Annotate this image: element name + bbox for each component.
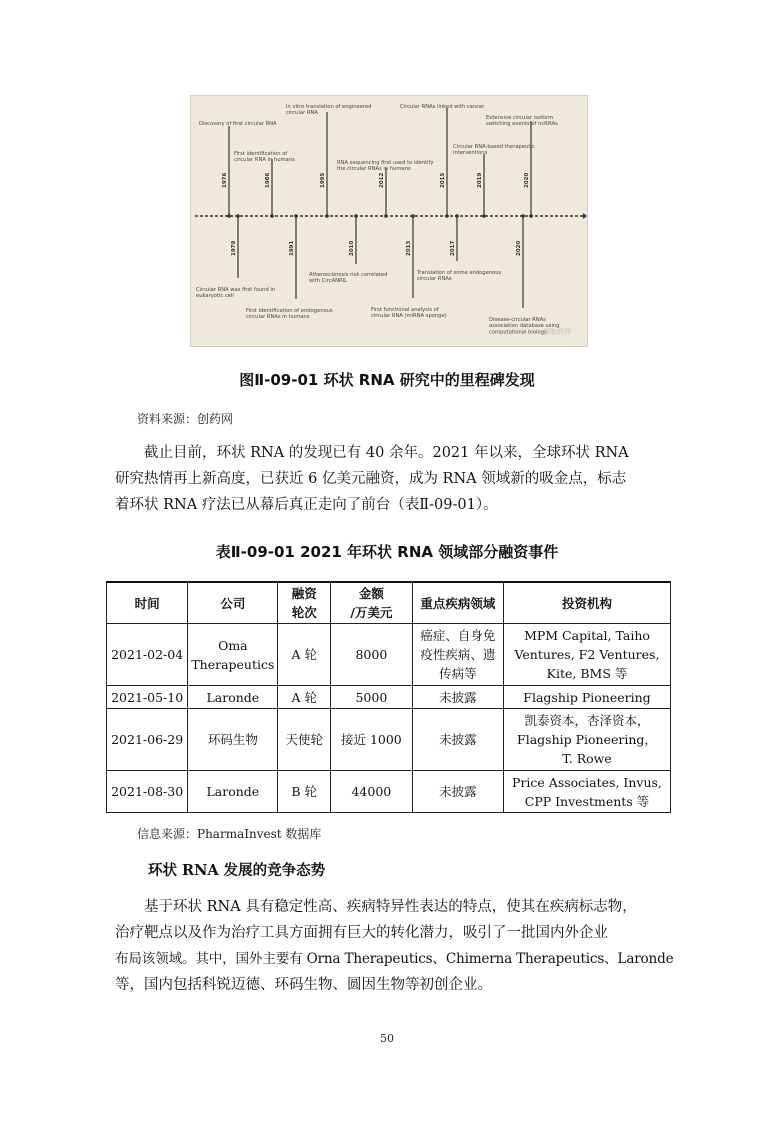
milestone-dot — [294, 214, 298, 218]
milestone-label: Circular RNA-based therapeutic interventions — [453, 144, 535, 157]
milestone-label: Discovery of first circular RNA — [199, 121, 277, 127]
milestone-dot — [529, 214, 533, 218]
milestone-label: First identification of circular RNA in humans — [234, 151, 295, 164]
paragraph-competition — [115, 894, 674, 998]
paragraph-line: 基于环状 RNA 具有稳定性高、疾病特异性表达的特点，使其在疾病标志物， — [144, 899, 637, 915]
milestone-label: In vitro translation of engineered circular RNA — [286, 104, 372, 117]
cell-disease: 未披露 — [412, 709, 503, 771]
milestone-year: 1986 — [265, 172, 271, 188]
paragraph-intro — [115, 440, 667, 518]
milestone-label: Disease-circular RNAs association database using computational biology — [489, 317, 560, 336]
header-investors: 投资机构 — [503, 582, 670, 624]
table-caption: 表Ⅱ-09-01 2021 年环状 RNA 领域部分融资事件 — [215, 543, 559, 561]
milestone-dot — [521, 214, 525, 218]
milestone-dot — [384, 214, 388, 218]
milestone-year: 2010 — [349, 240, 355, 256]
milestone-year: 1976 — [222, 172, 228, 188]
cell-investors: 凯泰资本，杏泽资本， Flagship Pioneering， T. Rowe — [503, 709, 670, 771]
milestone-year: 2019 — [477, 172, 483, 188]
milestone-label: Circular RNA was first found in eukaryotic cell — [196, 287, 276, 300]
milestone-dot — [354, 214, 358, 218]
table-row — [107, 624, 671, 686]
cell-date: 2021-08-30 — [107, 771, 188, 813]
timeline-arrow — [583, 213, 587, 219]
milestone-year: 1979 — [231, 240, 237, 256]
paragraph-line: 截止目前，环状 RNA 的发现已有 40 余年。2021 年以来，全球环状 RNA — [144, 445, 629, 461]
header-company: 公司 — [188, 582, 278, 624]
milestone-dot — [236, 214, 240, 218]
milestone-year: 2015 — [440, 172, 446, 188]
milestone-label: Atherosclerosis risk correlated with CircANRIL — [309, 272, 388, 285]
paragraph-line: 布局该领域。其中，国外主要有 Orna Therapeutics、Chimerna Therapeutics、Laronde — [115, 951, 674, 967]
milestone-label: First identification of endogenous circular RNAs in humans — [246, 308, 333, 321]
milestone-year: 2020 — [516, 240, 522, 256]
header-round: 融资 轮次 — [278, 582, 331, 624]
cell-company: 环码生物 — [188, 709, 278, 771]
header-time: 时间 — [107, 582, 188, 624]
paragraph-line: 着环状 RNA 疗法已从幕后真正走向了前台（表Ⅱ-09-01）。 — [115, 497, 498, 513]
cell-disease: 未披露 — [412, 771, 503, 813]
cell-disease: 癌症、自身免 疫性疾病、遗 传病等 — [412, 624, 503, 686]
financing-table — [106, 581, 671, 813]
cell-company: Oma Therapeutics — [188, 624, 278, 686]
milestone-dot — [455, 214, 459, 218]
cell-date: 2021-06-29 — [107, 709, 188, 771]
header-disease-area: 重点疾病领域 — [412, 582, 503, 624]
milestone-dot — [482, 214, 486, 218]
cell-investors: Flagship Pioneering — [503, 686, 670, 709]
cell-amount: 8000 — [330, 624, 412, 686]
table-header-row — [107, 582, 671, 624]
cell-amount: 44000 — [330, 771, 412, 813]
cell-amount: 5000 — [330, 686, 412, 709]
milestone-dot — [445, 214, 449, 218]
section-heading: 环状 RNA 发展的竞争态势 — [148, 862, 326, 879]
cell-round: 天使轮 — [278, 709, 331, 771]
cell-amount: 接近 1000 — [330, 709, 412, 771]
cell-round: A 轮 — [278, 686, 331, 709]
paragraph-line: 研究热情再上新高度，已获近 6 亿美元融资，成为 RNA 领域新的吸金点，标志 — [115, 471, 627, 487]
milestone-label: First functional analysis of circular RNA (miRNA sponge) — [371, 307, 447, 320]
figure-watermark: 细胞药网 — [543, 328, 571, 336]
milestone-dot — [325, 214, 329, 218]
milestone-year: 2020 — [524, 172, 530, 188]
milestone-label: Circular RNAs linked with cancer — [400, 104, 485, 110]
milestone-label: Translation of some endogenous circular RNAs — [417, 270, 502, 283]
table-row — [107, 709, 671, 771]
cell-round: B 轮 — [278, 771, 331, 813]
milestone-year: 1995 — [320, 172, 326, 188]
milestone-dot — [227, 214, 231, 218]
table-row — [107, 771, 671, 813]
cell-round: A 轮 — [278, 624, 331, 686]
cell-investors: MPM Capital, Taiho Ventures, F2 Ventures, Kite, BMS 等 — [503, 624, 670, 686]
milestone-year: 2012 — [379, 172, 385, 188]
milestone-label: Extensive circular isoform switching events of ncRNAs — [486, 115, 558, 128]
timeline-svg — [191, 96, 587, 346]
table-row — [107, 686, 671, 709]
cell-date: 2021-02-04 — [107, 624, 188, 686]
figure-source: 资料来源：创药网 — [137, 412, 234, 426]
table-source: 信息来源：PharmaInvest 数据库 — [137, 827, 322, 841]
cell-date: 2021-05-10 — [107, 686, 188, 709]
header-amount: 金额 /万美元 — [330, 582, 412, 624]
timeline-figure — [190, 95, 588, 347]
milestone-dot — [270, 214, 274, 218]
cell-company: Laronde — [188, 686, 278, 709]
milestone-year: 2013 — [406, 240, 412, 256]
milestone-year: 1991 — [289, 240, 295, 256]
milestone-dot — [411, 214, 415, 218]
milestone-year: 2017 — [450, 240, 456, 256]
page-number: 50 — [380, 1032, 394, 1045]
paragraph-line: 治疗靶点以及作为治疗工具方面拥有巨大的转化潜力，吸引了一批国内外企业 — [115, 925, 608, 941]
cell-investors: Price Associates, Invus, CPP Investments 等 — [503, 771, 670, 813]
cell-disease: 未披露 — [412, 686, 503, 709]
cell-company: Laronde — [188, 771, 278, 813]
figure-caption: 图Ⅱ-09-01 环状 RNA 研究中的里程碑发现 — [239, 371, 535, 389]
milestone-label: RNA sequencing first used to identify the circular RNAs in humans — [337, 160, 434, 173]
paragraph-line: 等，国内包括科锐迈德、环码生物、圆因生物等初创企业。 — [115, 977, 492, 993]
